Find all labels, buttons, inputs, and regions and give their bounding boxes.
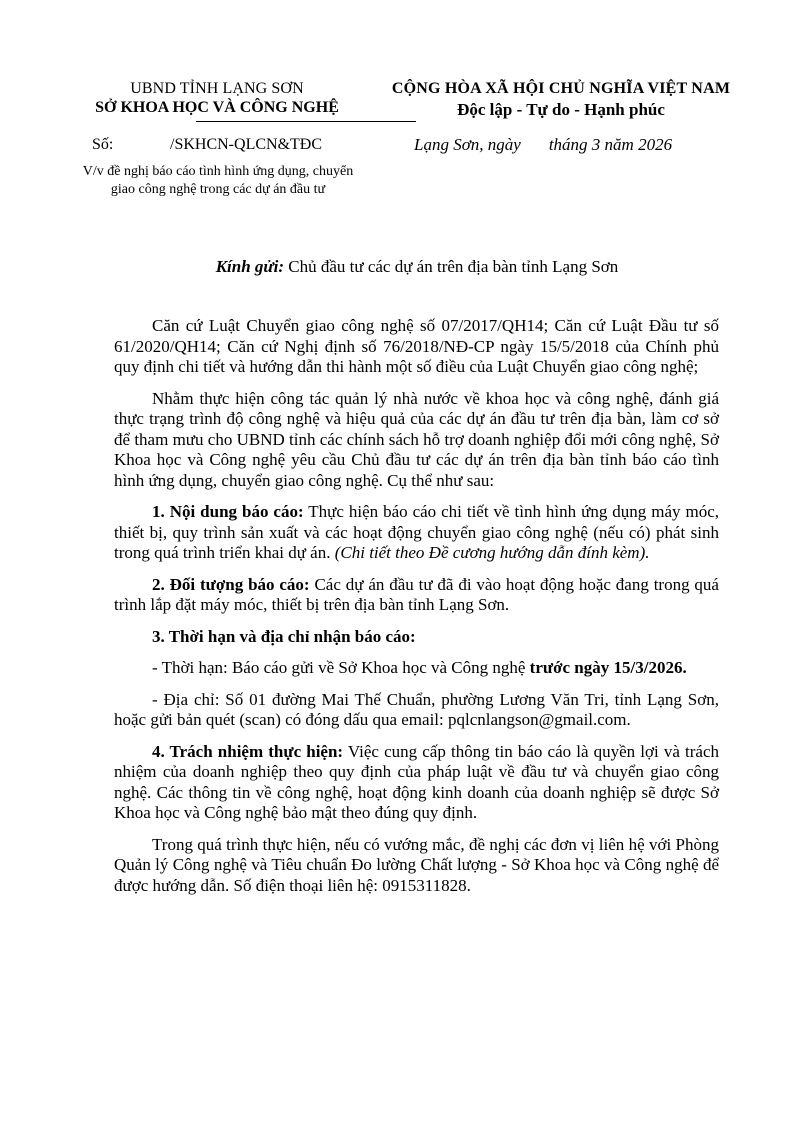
- address-item: - Địa chỉ: Số 01 đường Mai Thế Chuẩn, phường Lương Văn Tri, tỉnh Lạng Sơn, hoặc gửi bản quét (scan) có đóng dấu qua email: pqlcnlangson@gmail.com.: [114, 689, 719, 729]
- document-body: [114, 316, 719, 907]
- section-report-content: [114, 502, 719, 564]
- agency-name: UBND TỈNH LẠNG SƠN: [130, 80, 304, 97]
- section-1-text: Thực hiện báo cáo chi tiết về tình hình ứng dụng máy móc, thiết bị, quy trình sản xuất và các hoạt động chuyển giao công nghệ (nếu có) phát sinh trong quá trình triển khai dự án.: [114, 502, 719, 562]
- section-4-text: Việc cung cấp thông tin báo cáo là quyền lợi và trách nhiệm của doanh nghiệp theo quy định của pháp luật về đầu tư và chuyển giao công nghệ. Các thông tin về công nghệ, hoạt động kinh doanh của doanh nghiệp sẽ được Sở Khoa học và Công nghệ bảo mật theo đúng quy định.: [114, 741, 719, 822]
- nation-title: CỘNG HÒA XÃ HỘI CHỦ NGHĨA VIỆT NAM: [391, 80, 731, 97]
- national-heading: [368, 80, 754, 121]
- section-report-subjects: [114, 575, 719, 616]
- department-name: SỞ KHOA HỌC VÀ CÔNG NGHỆ: [95, 99, 339, 116]
- section-responsibility: [114, 742, 719, 824]
- deadline-item: [114, 658, 719, 679]
- issuer-underline: [196, 121, 416, 122]
- section-2-title: 2. Đối tượng báo cáo:: [152, 574, 310, 594]
- section-3-title: 3. Thời hạn và địa chỉ nhận báo cáo:: [152, 626, 416, 646]
- deadline-date: trước ngày 15/3/2026.: [529, 658, 687, 677]
- deadline-text: - Thời hạn: Báo cáo gửi về Sở Khoa học và Công nghệ: [152, 658, 530, 677]
- recipient-line: [0, 257, 794, 277]
- place-date-month-year: tháng 3 năm 2026: [548, 135, 673, 154]
- section-1-note: (Chi tiết theo Đề cương hướng dẫn đính kèm).: [334, 543, 650, 562]
- paragraph-legal-basis: Căn cứ Luật Chuyển giao công nghệ số 07/2017/QH14; Căn cứ Luật Đầu tư số 61/2020/QH14; Căn cứ Nghị định số 76/2018/NĐ-CP ngày 15/5/2018 của Chính phủ quy định chi tiết và hướng dẫn thi hành một số điều của Luật Chuyển giao công nghệ;: [114, 316, 719, 376]
- paragraph-purpose: Nhằm thực hiện công tác quản lý nhà nước về khoa học và công nghệ, đánh giá thực trạng trình độ công nghệ và hiệu quả của các dự án đầu tư trên địa bàn, làm cơ sở để tham mưu cho UBND tỉnh các chính sách hỗ trợ doanh nghiệp đổi mới công nghệ, Sở Khoa học và Công nghệ yêu cầu Chủ đầu tư các dự án trên địa bàn tỉnh báo cáo tình hình ứng dụng, chuyển giao công nghệ. Cụ thể như sau:: [114, 388, 719, 490]
- issuer-block: [78, 80, 356, 118]
- place-date: [414, 136, 672, 154]
- section-2-text: Các dự án đầu tư đã đi vào hoạt động hoặc đang trong quá trình lắp đặt máy móc, thiết bị trên địa bàn tỉnh Lạng Sơn.: [114, 574, 719, 614]
- paragraph-contact: Trong quá trình thực hiện, nếu có vướng mắc, đề nghị các đơn vị liên hệ với Phòng Quản lý Công nghệ và Tiêu chuẩn Đo lường Chất lượng - Sở Khoa học và Công nghệ để được hướng dẫn. Số điện thoại liên hệ: 0915311828.: [114, 834, 719, 895]
- recipient-label: Kính gửi:: [215, 257, 284, 276]
- section-1-title: 1. Nội dung báo cáo:: [152, 502, 304, 521]
- document-subject: V/v đề nghị báo cáo tình hình ứng dụng, chuyển giao công nghệ trong các dự án đầu tư: [82, 164, 354, 197]
- document-number: [92, 136, 322, 154]
- place-date-place: Lạng Sơn, ngày: [414, 135, 521, 154]
- document-number-code: /SKHCN-QLCN&TĐC: [170, 136, 323, 153]
- recipient-text: Chủ đầu tư các dự án trên địa bàn tỉnh Lạng Sơn: [284, 257, 619, 276]
- document-number-label: Số:: [92, 136, 114, 153]
- national-motto: Độc lập - Tự do - Hạnh phúc: [457, 100, 665, 119]
- section-4-title: 4. Trách nhiệm thực hiện:: [152, 741, 344, 761]
